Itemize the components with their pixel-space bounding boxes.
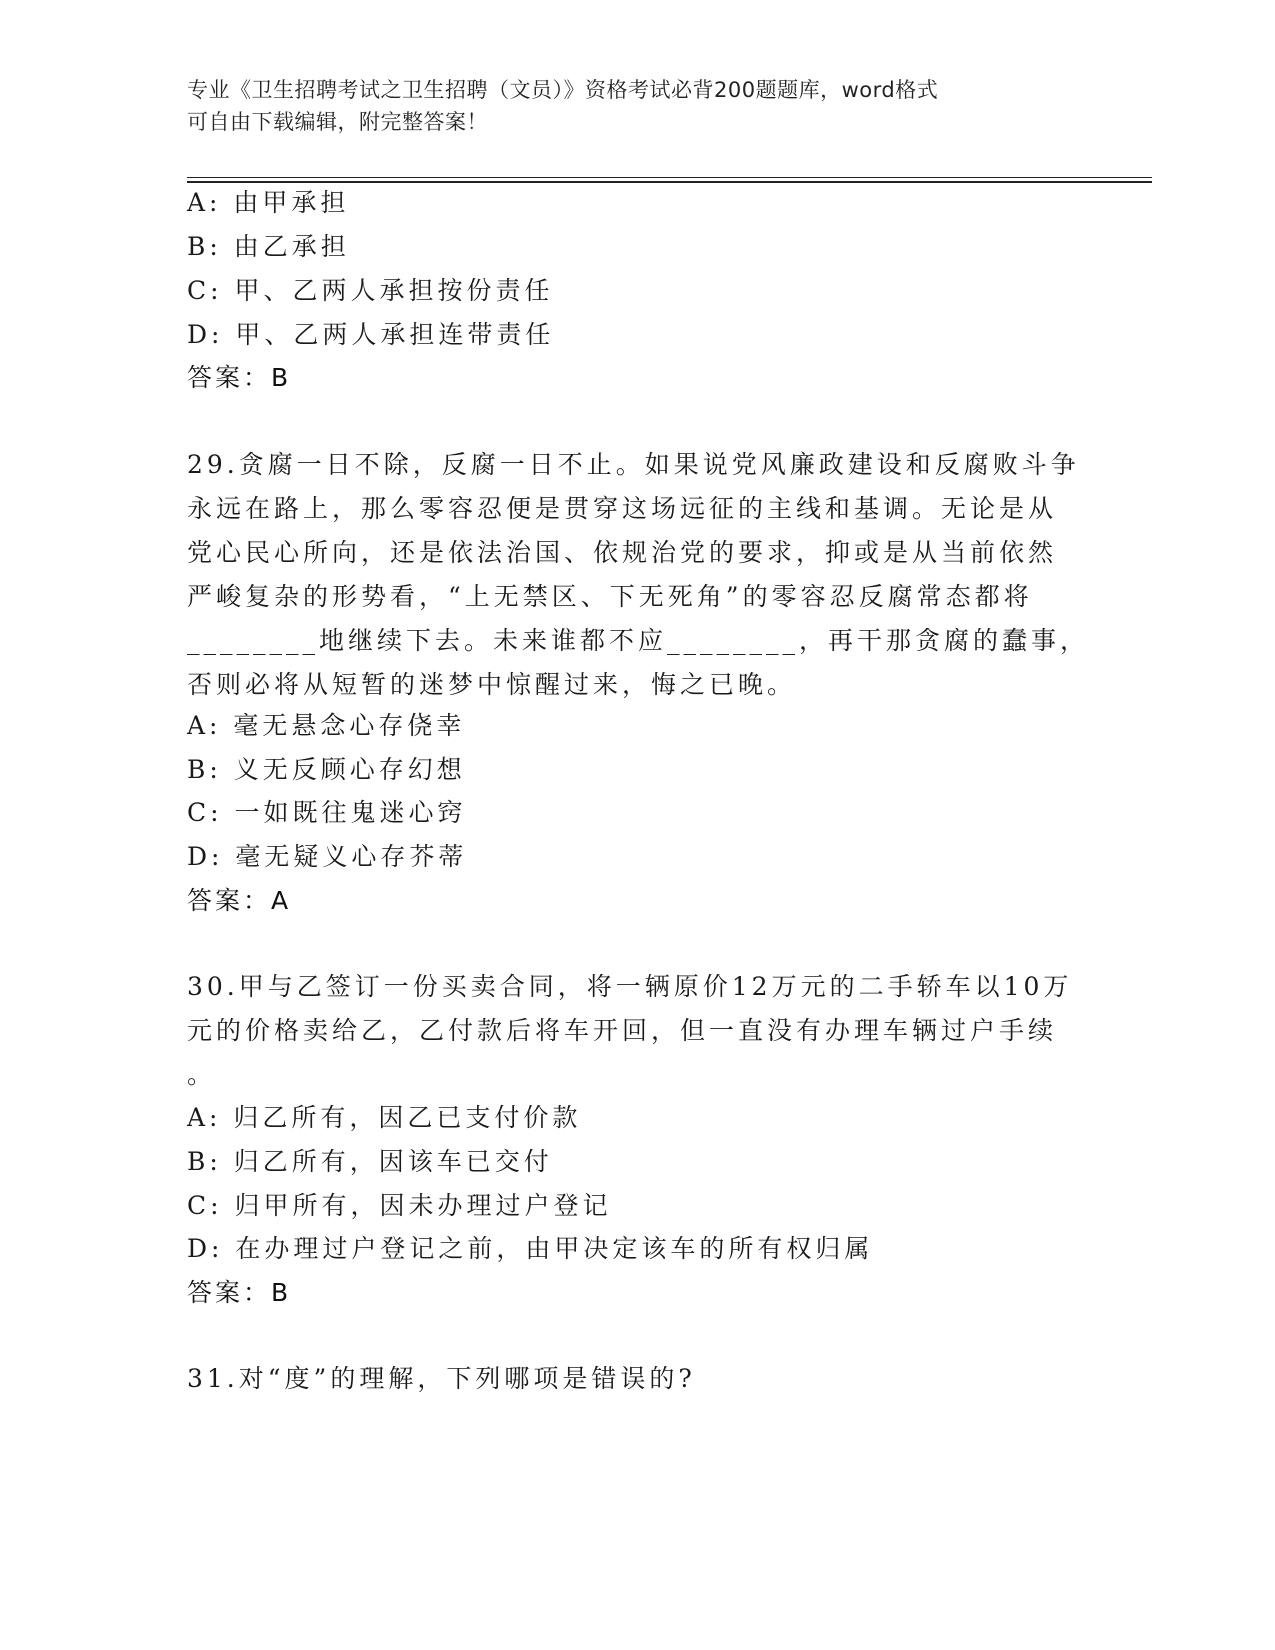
q30-answer: 答案：B — [187, 1278, 292, 1307]
header-title-line-1: 专业《卫生招聘考试之卫生招聘（文员）》资格考试必背200题题库，word格式 — [187, 78, 939, 102]
q29-answer: 答案：A — [187, 886, 292, 915]
header-divider-thick — [187, 181, 1152, 183]
q29-stem-line-6: 否则必将从短暂的迷梦中惊醒过来，悔之已晚。 — [187, 670, 797, 699]
q29-option-d: D: 毫无疑义心存芥蒂 — [187, 842, 468, 871]
q29-stem-line-4: 严峻复杂的形势看，“上无禁区、下无死角”的零容忍反腐常态都将 — [187, 582, 1033, 611]
q30-stem-line-2: 元的价格卖给乙，乙付款后将车开回，但一直没有办理车辆过户手续 — [187, 1016, 1058, 1045]
q28-option-a: A: 由甲承担 — [187, 188, 350, 217]
q30-option-a: A: 归乙所有，因乙已支付价款 — [187, 1103, 582, 1132]
q28-option-b: B: 由乙承担 — [187, 232, 350, 261]
q29-option-c: C: 一如既往鬼迷心窍 — [187, 798, 467, 827]
document-header — [187, 74, 1087, 138]
q30-option-d: D: 在办理过户登记之前，由甲决定该车的所有权归属 — [187, 1234, 874, 1263]
q29-stem-line-1: 29.贪腐一日不除，反腐一日不止。如果说党风廉政建设和反腐败斗争 — [187, 450, 1080, 479]
q29-option-b: B: 义无反顾心存幻想 — [187, 755, 466, 784]
q30-stem-line-3: 。 — [187, 1060, 217, 1089]
q30-option-c: C: 归甲所有，因未办理过户登记 — [187, 1191, 612, 1220]
q28-option-d: D: 甲、乙两人承担连带责任 — [187, 320, 555, 349]
q29-option-a: A: 毫无悬念心存侥幸 — [187, 711, 466, 740]
q28-answer: 答案：B — [187, 363, 292, 392]
header-divider-thin — [187, 177, 1152, 178]
q29-stem-line-2: 永远在路上，那么零容忍便是贯穿这场远征的主线和基调。无论是从 — [187, 494, 1058, 523]
q30-option-b: B: 归乙所有，因该车已交付 — [187, 1147, 553, 1176]
q28-option-c: C: 甲、乙两人承担按份责任 — [187, 276, 554, 305]
q30-stem-line-1: 30.甲与乙签订一份买卖合同，将一辆原价12万元的二手轿车以10万 — [187, 972, 1073, 1001]
q29-stem-line-3: 党心民心所向，还是依法治国、依规治党的要求，抑或是从当前依然 — [187, 538, 1058, 567]
q29-stem-line-5: ________地继续下去。未来谁都不应________，再干那贪腐的蠢事， — [187, 626, 1090, 655]
q31-stem-line-1: 31.对“度”的理解，下列哪项是错误的? — [187, 1364, 696, 1393]
header-title-line-2: 可自由下载编辑，附完整答案！ — [187, 110, 488, 134]
